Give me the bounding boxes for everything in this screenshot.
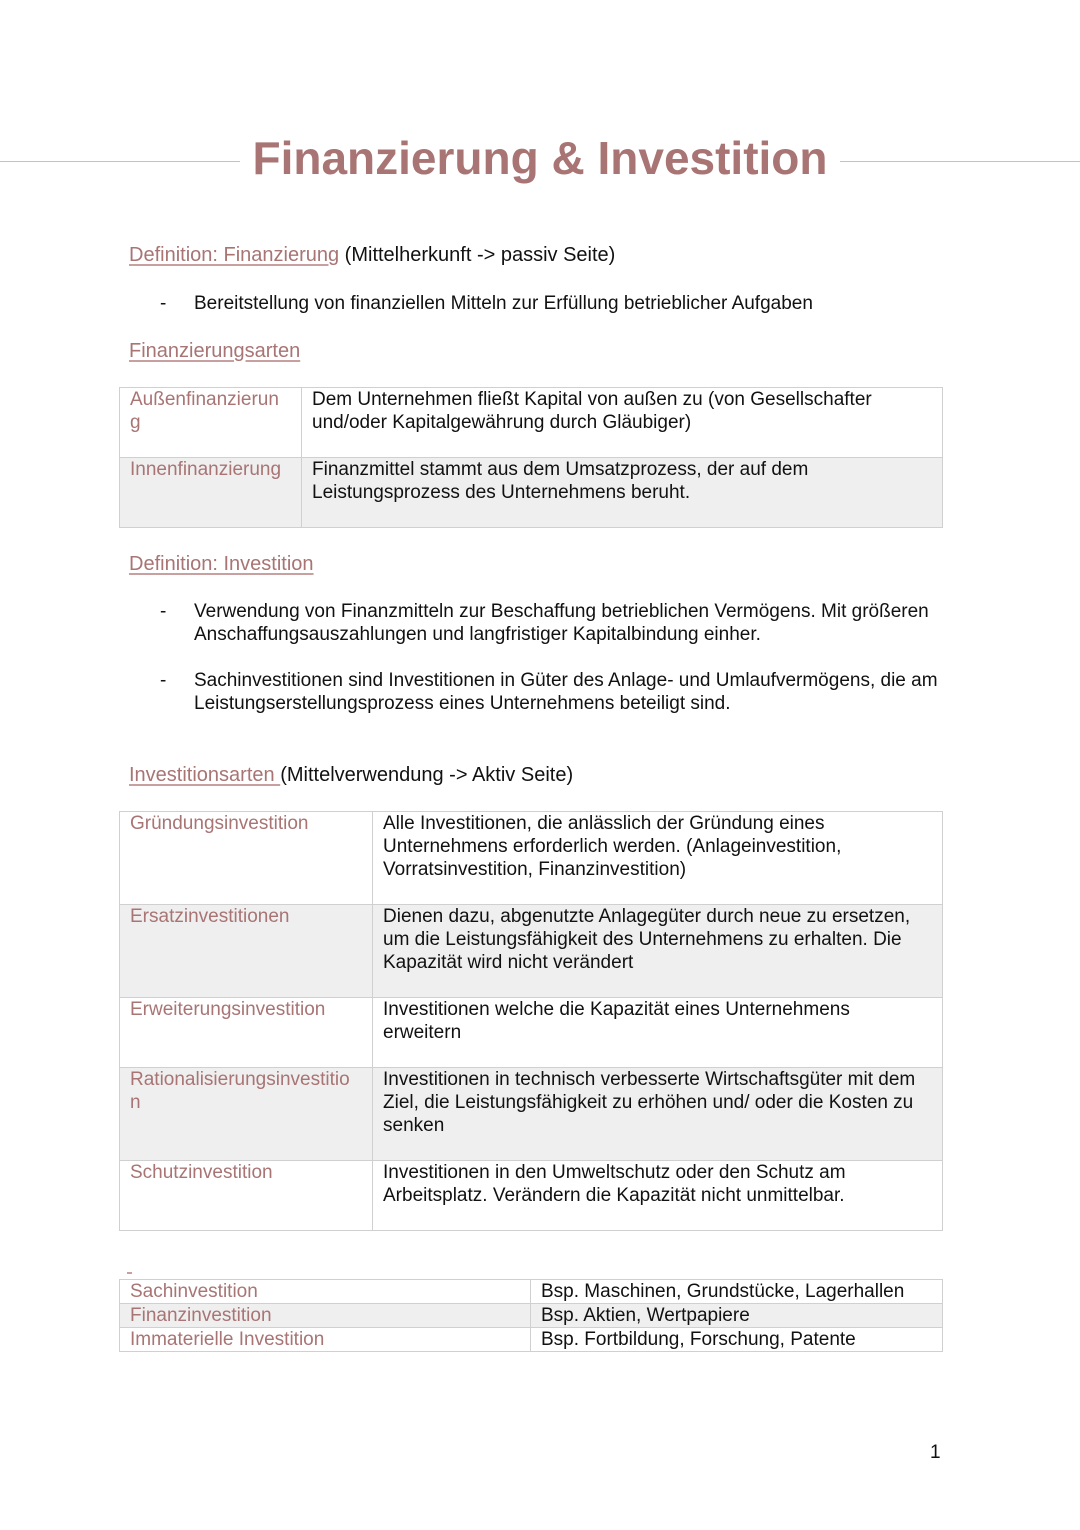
bullet-text: Verwendung von Finanzmitteln zur Beschaffung betrieblichen Vermögens. Mit größeren Anschaffungsauszahlungen und langfristiger Kapitalbindung einher.	[194, 601, 929, 645]
heading-finanzierungsarten	[129, 339, 300, 363]
heading-finanzierung-note: (Mittelherkunft -> passiv Seite)	[339, 244, 616, 266]
link-investitionsarten[interactable]: Investitionsarten	[129, 764, 281, 786]
row-label: Ersatzinvestitionen	[120, 905, 373, 998]
page-number: 1	[930, 1442, 941, 1463]
bullet-text: Bereitstellung von finanziellen Mitteln zur Erfüllung betrieblicher Aufgaben	[194, 293, 813, 314]
table-row	[120, 1328, 943, 1352]
table-row	[120, 1280, 943, 1304]
table-finanzierungsarten	[119, 387, 943, 528]
table-row	[120, 458, 943, 528]
table-row	[120, 812, 943, 905]
link-definition-finanzierung[interactable]: Definition: Finanzierung	[129, 244, 340, 266]
row-label: Außenfinanzierun g	[120, 388, 302, 458]
row-label: Immaterielle Investition	[120, 1328, 531, 1352]
table-row	[120, 388, 943, 458]
row-text: Dienen dazu, abgenutzte Anlagegüter durch neue zu ersetzen, um die Leistungsfähigkeit des Unternehmens zu erhalten. Die Kapazität wird nicht verändert	[373, 905, 943, 998]
table-row	[120, 1161, 943, 1231]
row-text: Bsp. Aktien, Wertpapiere	[531, 1304, 943, 1328]
row-label: Rationalisierungsinvestitio n	[120, 1068, 373, 1161]
bullet-dash: -	[160, 601, 167, 622]
bullet-dash: -	[160, 670, 167, 691]
row-label: Erweiterungsinvestition	[120, 998, 373, 1068]
decorative-mark	[127, 1272, 132, 1274]
row-text: Investitionen in technisch verbesserte Wirtschaftsgüter mit dem Ziel, die Leistungsfähigkeit zu erhöhen und/ oder die Kosten zu senken	[373, 1068, 943, 1161]
row-text: Bsp. Fortbildung, Forschung, Patente	[531, 1328, 943, 1352]
bullet-text: Sachinvestitionen sind Investitionen in Güter des Anlage- und Umlaufvermögens, die am Leistungserstellungsprozess eines Unternehmens beteiligt sind.	[194, 670, 938, 714]
row-text: Finanzmittel stammt aus dem Umsatzprozess, der auf dem Leistungsprozess des Unternehmens beruht.	[302, 458, 943, 528]
table-investitionsarten	[119, 811, 943, 1231]
row-text: Dem Unternehmen fließt Kapital von außen zu (von Gesellschafter und/oder Kapitalgewährung durch Gläubiger)	[302, 388, 943, 458]
heading-investitionsarten-note: (Mittelverwendung -> Aktiv Seite)	[280, 764, 574, 786]
table-row	[120, 1068, 943, 1161]
row-text: Investitionen welche die Kapazität eines Unternehmens erweitern	[373, 998, 943, 1068]
link-finanzierungsarten[interactable]: Finanzierungsarten	[129, 340, 301, 362]
table-row	[120, 905, 943, 998]
bullet-dash: -	[160, 293, 167, 314]
row-label: Schutzinvestition	[120, 1161, 373, 1231]
page-title: Finanzierung & Investition	[0, 128, 1080, 188]
link-definition-investition[interactable]: Definition: Investition	[129, 553, 314, 575]
table-row	[120, 1304, 943, 1328]
table-beispiele	[119, 1279, 943, 1352]
row-text: Investitionen in den Umweltschutz oder den Schutz am Arbeitsplatz. Verändern die Kapazität nicht unmittelbar.	[373, 1161, 943, 1231]
row-label: Innenfinanzierung	[120, 458, 302, 528]
row-text: Bsp. Maschinen, Grundstücke, Lagerhallen	[531, 1280, 943, 1304]
heading-definition-finanzierung	[129, 243, 615, 267]
table-row	[120, 998, 943, 1068]
heading-investitionsarten	[129, 763, 573, 787]
row-label: Finanzinvestition	[120, 1304, 531, 1328]
heading-definition-investition	[129, 552, 314, 576]
row-label: Sachinvestition	[120, 1280, 531, 1304]
row-label: Gründungsinvestition	[120, 812, 373, 905]
row-text: Alle Investitionen, die anlässlich der Gründung eines Unternehmens erforderlich werden. (Anlageinvestition, Vorratsinvestition, Finanzinvestition)	[373, 812, 943, 905]
